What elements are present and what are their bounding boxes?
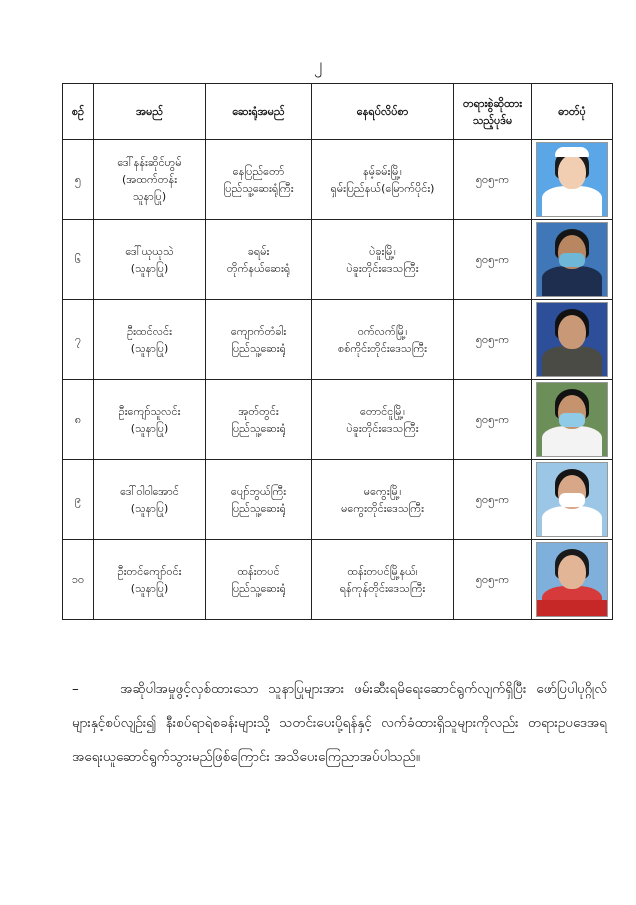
paragraph-dash: – xyxy=(72,681,79,697)
cell-section: ၅၀၅-က xyxy=(454,540,532,620)
cell-photo xyxy=(532,140,613,220)
portrait-photo xyxy=(536,542,608,617)
header-section: တရားစွဲဆိုထား သည့်ပုဒ်မ xyxy=(454,84,532,140)
cell-no: ၇ xyxy=(63,300,94,380)
cell-photo xyxy=(532,300,613,380)
portrait-photo xyxy=(536,222,608,297)
portrait-shoulders xyxy=(542,346,602,376)
header-name: အမည် xyxy=(94,84,206,140)
cell-section: ၅၀၅-က xyxy=(454,220,532,300)
portrait-photo xyxy=(536,382,608,457)
cell-photo xyxy=(532,380,613,460)
portrait-photo xyxy=(536,142,608,217)
cell-name: ဒေါ်ဝါဝါအောင် (သူနာပြု) xyxy=(94,460,206,540)
portrait-shoulders xyxy=(542,266,602,296)
wanted-nurses-table xyxy=(62,83,613,620)
cell-hospital: အုတ်တွင်း ပြည်သူ့ဆေးရုံ xyxy=(206,380,312,460)
header-photo: ဓာတ်ပုံ xyxy=(532,84,613,140)
table-row xyxy=(63,380,613,460)
announcement-text: အဆိုပါအမှုဖွင့်လှစ်ထားသော သူနာပြုများအား ဖမ်းဆီးရမိရေးဆောင်ရွက်လျက်ရှိပြီး ဖော်ပြပါပုဂ္ဂိုလ်များနှင့်စပ်လျဉ်း၍ နီးစပ်ရာရဲစခန်းများသို့ သတင်းပေးပို့ရန်နှင့် လက်ခံထားရှိသူများကိုလည်း တရားဥပဒေအရ အရေးယူဆောင်ရွက်သွားမည်ဖြစ်ကြောင်း အသိပေးကြေညာအပ်ပါသည်။ xyxy=(72,681,607,765)
cell-no: ၅ xyxy=(63,140,94,220)
cell-photo xyxy=(532,220,613,300)
cell-address: မကွေးမြို့၊ မကွေးတိုင်းဒေသကြီး xyxy=(312,460,454,540)
cell-no: ၉ xyxy=(63,460,94,540)
cell-section: ၅၀၅-က xyxy=(454,300,532,380)
portrait-face xyxy=(558,315,586,349)
portrait-shoulders xyxy=(542,426,602,456)
portrait-face-mask xyxy=(559,413,585,427)
cell-no: ၆ xyxy=(63,220,94,300)
table-row xyxy=(63,460,613,540)
cell-section: ၅၀၅-က xyxy=(454,380,532,460)
table-header-row xyxy=(63,84,613,140)
cell-section: ၅၀၅-က xyxy=(454,460,532,540)
cell-hospital: ခရမ်း တိုက်နယ်ဆေးရုံ xyxy=(206,220,312,300)
table-row xyxy=(63,220,613,300)
cell-name: ဦးကျော်သူလင်း (သူနာပြု) xyxy=(94,380,206,460)
portrait-face-mask xyxy=(559,493,585,507)
cell-hospital: ကျောက်တံခါး ပြည်သူ့ဆေးရုံ xyxy=(206,300,312,380)
portrait-nurse-cap xyxy=(555,147,589,157)
page-number: ၂ xyxy=(313,55,323,75)
portrait-banner xyxy=(537,600,607,616)
cell-no: ၈ xyxy=(63,380,94,460)
portrait-face xyxy=(558,155,586,189)
cell-address: ထန်းတပင်မြို့နယ်၊ ရန်ကုန်တိုင်းဒေသကြီး xyxy=(312,540,454,620)
cell-name: ဦးထင်လင်း (သူနာပြု) xyxy=(94,300,206,380)
cell-name: ဦးတင်ကျော်ဝင်း (သူနာပြု) xyxy=(94,540,206,620)
cell-hospital: ထန်းတပင် ပြည်သူ့ဆေးရုံ xyxy=(206,540,312,620)
table-row xyxy=(63,540,613,620)
cell-name: ဒေါ်ယုယုသဲ (သူနာပြု) xyxy=(94,220,206,300)
header-no: စဉ် xyxy=(63,84,94,140)
announcement-paragraph xyxy=(72,672,607,774)
cell-hospital: နေပြည်တော် ပြည်သူ့ဆေးရုံကြီး xyxy=(206,140,312,220)
portrait-shoulders xyxy=(542,506,602,536)
cell-address: ပဲခူးမြို့၊ ပဲခူးတိုင်းဒေသကြီး xyxy=(312,220,454,300)
cell-no: ၁၀ xyxy=(63,540,94,620)
table-row xyxy=(63,300,613,380)
cell-hospital: ပျော်ဘွယ်ကြီး ပြည်သူ့ဆေးရုံ xyxy=(206,460,312,540)
header-hospital: ဆေးရုံအမည် xyxy=(206,84,312,140)
cell-address: ဝက်လက်မြို့၊ စစ်ကိုင်းတိုင်းဒေသကြီး xyxy=(312,300,454,380)
portrait-shoulders xyxy=(542,186,602,216)
cell-photo xyxy=(532,460,613,540)
portrait-photo xyxy=(536,302,608,377)
cell-name: ဒေါ်နန်းဆိုင်ဟွမ် (အထက်တန်း သူနာပြု) xyxy=(94,140,206,220)
portrait-face xyxy=(558,555,586,589)
header-address: နေရပ်လိပ်စာ xyxy=(312,84,454,140)
portrait-photo xyxy=(536,462,608,537)
cell-address: နမ့်ခမ်းမြို့၊ ရှမ်းပြည်နယ်(မြောက်ပိုင်း) xyxy=(312,140,454,220)
cell-section: ၅၀၅-က xyxy=(454,140,532,220)
cell-photo xyxy=(532,540,613,620)
cell-address: တောင်ငူမြို့၊ ပဲခူးတိုင်းဒေသကြီး xyxy=(312,380,454,460)
table-row xyxy=(63,140,613,220)
portrait-face-mask xyxy=(559,253,585,267)
